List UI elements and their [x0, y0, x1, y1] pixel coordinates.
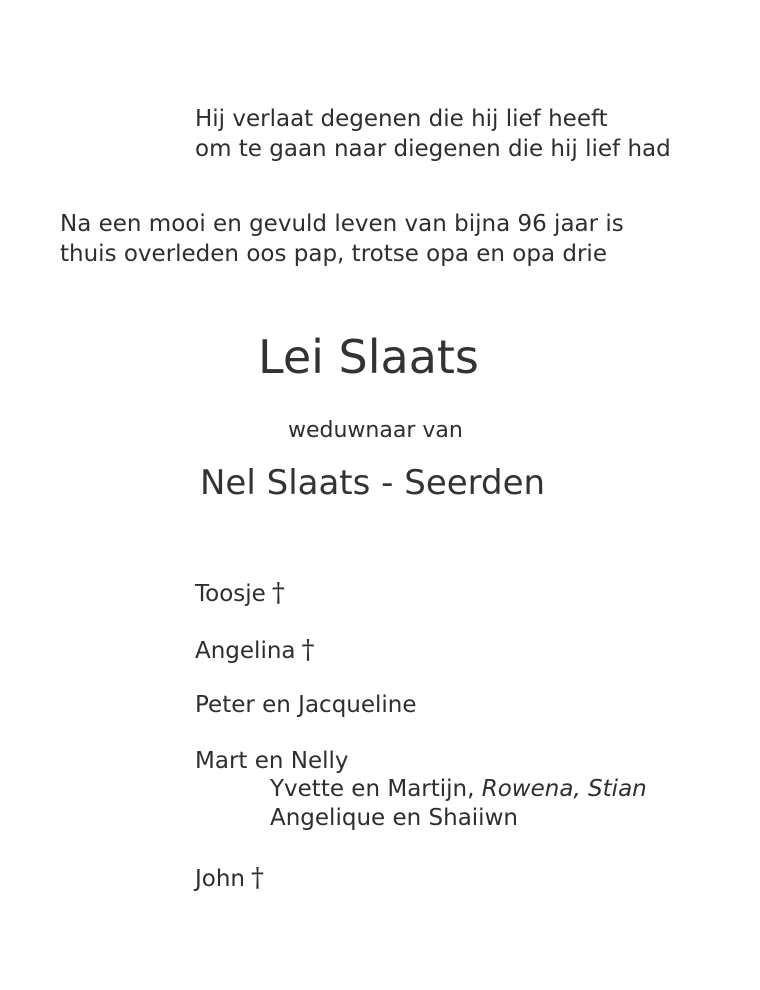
intro-line-1: Na een mooi en gevuld leven van bijna 96 jaar is: [60, 211, 624, 237]
grandchildren-names: Yvette en Martijn,: [270, 776, 482, 802]
family-member: [195, 750, 349, 773]
family-member-name: Peter en Jacqueline: [195, 692, 417, 718]
intro-line-2: thuis overleden oos pap, trotse opa en opa drie: [60, 241, 607, 267]
family-member-name: Angelina: [195, 638, 296, 664]
family-member-name: Mart en Nelly: [195, 748, 349, 774]
family-member: [195, 865, 264, 891]
family-member: [195, 580, 285, 606]
family-member-name: Toosje: [195, 581, 266, 607]
family-member-name: John: [195, 866, 246, 892]
relation-text: weduwnaar van: [288, 418, 463, 443]
deceased-name: Lei Slaats: [258, 330, 479, 384]
family-member: [195, 637, 315, 663]
grandchildren-names-italic: Rowena, Stian: [481, 776, 647, 802]
grandchildren-line-1: [270, 778, 647, 801]
cross-icon: †: [271, 578, 285, 608]
family-member: [195, 694, 417, 717]
grandchildren-line-2: Angelique en Shaiiwn: [270, 805, 518, 831]
quote-line-1: Hij verlaat degenen die hij lief heeft: [195, 106, 608, 132]
cross-icon: †: [301, 635, 315, 665]
cross-icon: †: [251, 863, 265, 893]
spouse-name: Nel Slaats - Seerden: [200, 463, 546, 503]
quote-line-2: om te gaan naar diegenen die hij lief had: [195, 136, 671, 162]
